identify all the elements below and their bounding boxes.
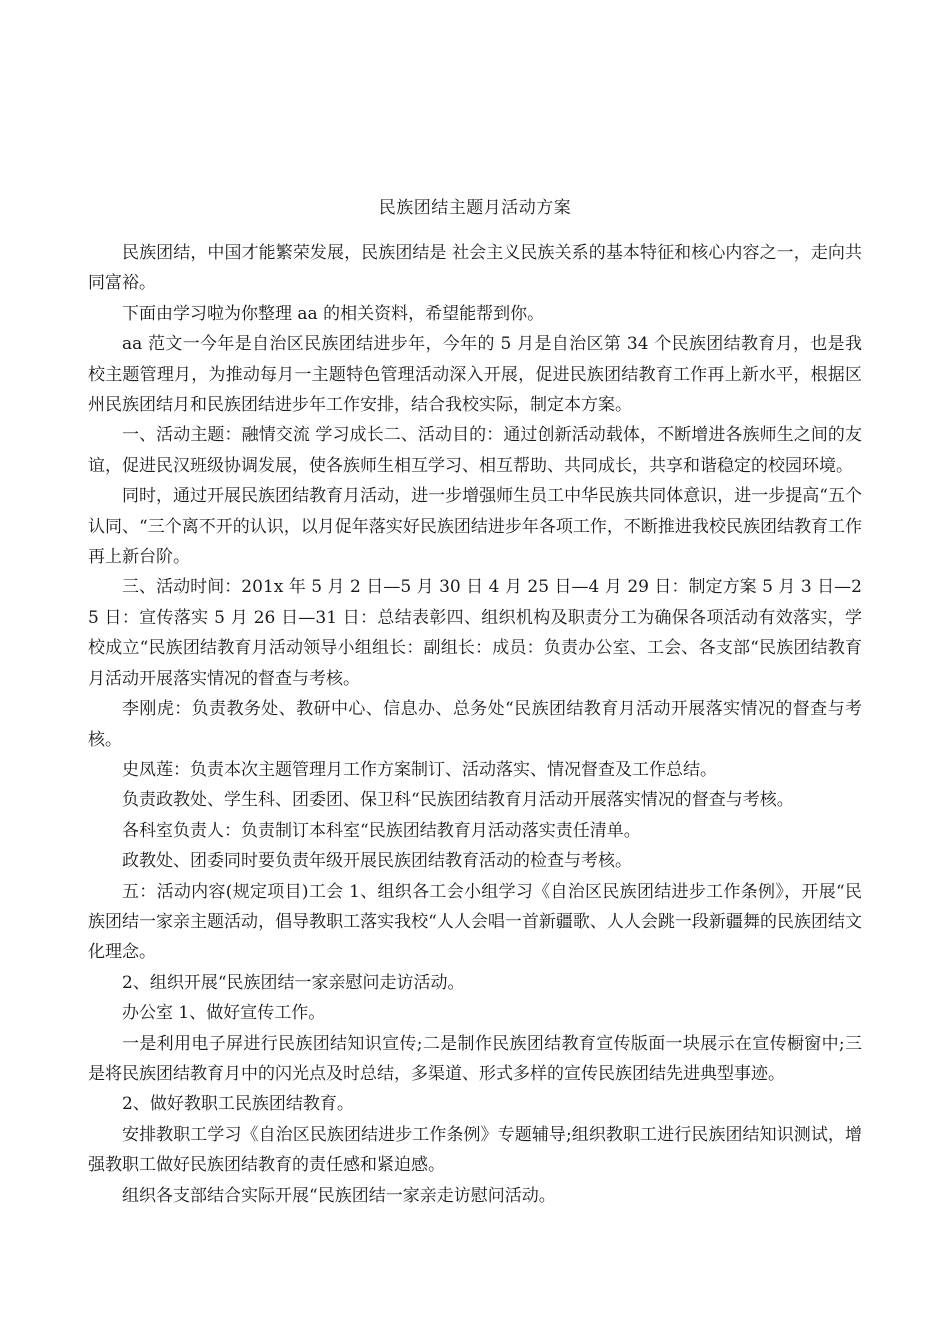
paragraph-goals: 同时，通过开展民族团结教育月活动，进一步增强师生员工中华民族共同体意识，进一步提高“五个认同、“三个离不开的认识，以月促年落实好民族团结进步年各项工作，不断推进我校民族团结教育工作再上新台阶。 [88,486,862,568]
paragraph-responsibility-4: 各科室负责人：负责制订本科室“民族团结教育月活动落实责任清单。 [122,820,641,841]
paragraph-staff-education: 2、做好教职工民族团结教育。 [122,1094,354,1115]
paragraph-intro: 民族团结，中国才能繁荣发展，民族团结是 社会主义民族关系的基本特征和核心内容之一，走向共同富裕。 [88,243,862,294]
paragraph-responsibility-1: 李刚虎：负责教务处、教研中心、信息办、总务处“民族团结教育月活动开展落实情况的督查与考核。 [88,699,862,750]
paragraph-responsibility-5: 政教处、团委同时要负责年级开展民族团结教育活动的检查与考核。 [122,851,632,872]
paragraph-source-note: 下面由学习啦为你整理 aa 的相关资料，希望能帮到你。 [122,303,545,324]
paragraph-staff-study: 安排教职工学习《自治区民族团结进步工作条例》专题辅导;组织教职工进行民族团结知识测试，增强教职工做好民族团结教育的责任感和紧迫感。 [88,1124,862,1176]
paragraph-theme-purpose: 一、活动主题：融情交流 学习成长二、活动目的：通过创新活动载体，不断增进各族师生之间的友谊，促进民汉班级协调发展，使各族师生相互学习、相互帮助、共同成长，共享和谐稳定的校园环境。 [88,425,862,476]
paragraph-responsibility-3: 负责政教处、学生科、团委团、保卫科“民族团结教育月活动开展落实情况的督查与考核。 [122,790,794,811]
paragraph-responsibility-2: 史凤莲：负责本次主题管理月工作方案制订、活动落实、情况督查及工作总结。 [122,759,717,780]
paragraph-branch-visits: 组织各支部结合实际开展“民族团结一家亲走访慰问活动。 [122,1185,556,1206]
document-body [88,238,862,1211]
paragraph-publicity-details: 一是利用电子屏进行民族团结知识宣传;二是制作民族团结教育宣传版面一块展示在宣传橱窗中;三是将民族团结教育月中的闪光点及时总结，多渠道、形式多样的宣传民族团结先进典型事迹。 [88,1033,862,1084]
paragraph-background: aa 范文一今年是自治区民族团结进步年，今年的 5 月是自治区第 34 个民族团结教育月，也是我校主题管理月，为推动每月一主题特色管理活动深入开展，促进民族团结教育工作再上新水平，根据区州民族团结月和民族团结进步年工作安排，结合我校实际，制定本方案。 [88,334,862,416]
paragraph-office-publicity: 办公室 1、做好宣传工作。 [122,1003,326,1024]
document-title: 民族团结主题月活动方案 [378,198,572,218]
paragraph-schedule-organization: 三、活动时间：201x 年 5 月 2 日—5 月 30 日 4 月 25 日—4 月 29 日：制定方案 5 月 3 日—25 日：宣传落实 5 月 26 日—31 日：总结表彰四、组织机构及职责分工为确保各项活动有效落实，学校成立“民族团结教育月活动领导小组组长：副组长：成员：负责办公室、工会、各支部“民族团结教育月活动开展落实情况的督查与考核。 [88,577,862,689]
paragraph-activity-visit: 2、组织开展“民族团结一家亲慰问走访活动。 [122,972,465,993]
paragraph-activity-union: 五：活动内容(规定项目)工会 1、组织各工会小组学习《自治区民族团结进步工作条例》，开展“民族团结一家亲主题活动，倡导教职工落实我校“人人会唱一首新疆歌、人人会跳一段新疆舞的民族团结文化理念。 [88,881,862,963]
